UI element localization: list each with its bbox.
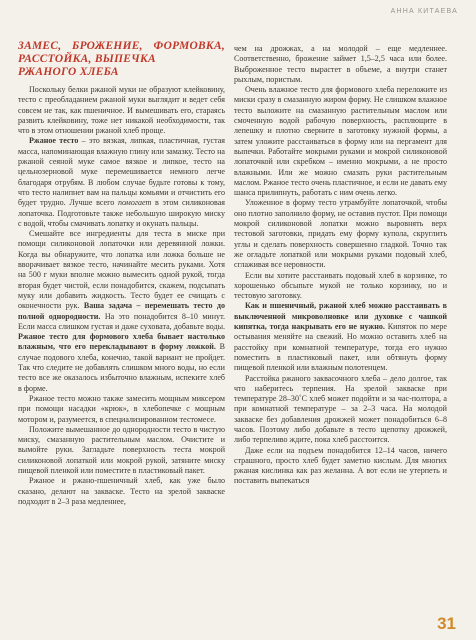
- paragraph-text: Смешайте все ингредиенты для теста в миске при помощи силиконовой лопаточки или деревянной ложки. Когда вы обнаружите, что лопатка или ложка больше не вворачивает вязкое тесто, начинайте месить руками. Хотя на 500 г муки вполне можно вымесить одной рукой, тогда вторая будет чистой, если понадобится, скажем, подсыпать муку или добавить жидкость. Тесто будет ее счищать с оконечности рук.: [18, 229, 225, 311]
- paragraph: Если вы хотите расстаивать подовый хлеб в корзинке, то хорошенько обсыпьте мукой не только корзинку, но и тестовую заготовку.: [234, 270, 447, 301]
- bold-text: Как и пшеничный, ржаной хлеб можно расстаивать в выключенной микроволновке или духовке с чашкой кипятка, тогда накрывать его не нужно.: [234, 301, 447, 332]
- italic-text: помогает: [117, 198, 152, 208]
- bold-text: Ржаное тесто для формового хлеба бывает настолько влажным, что его перекладывают в форму ложкой.: [18, 332, 225, 352]
- paragraph: Расстойка ржаного заквасочного хлеба – дело долгое, так что наберитесь терпения. На зрелой закваске при температуре 28–30˚С хлеб может подойти и за час-полтора, а при комнатной температуре – за 2–3 часа. На молодой закваске без добавления дрожжей может понадобиться 6–8 часов. Поэтому либо добавьте в тесто щепотку дрожжей, либо терпеливо ждите, пока хлеб расстоится.: [234, 373, 447, 445]
- paragraph-text: На это понадобится 8–10 минут. Если масса слишком густая и даже суховата, добавьте воды.: [18, 311, 225, 331]
- paragraph: [234, 301, 447, 373]
- section-title-upper: ЗАМЕС, БРОЖЕНИЕ, ФОРМОВКА, РАССТОЙКА, ВЫПЕЧКА: [18, 40, 225, 65]
- section-title: [18, 40, 225, 79]
- left-column: [18, 40, 225, 507]
- page-number: 31: [437, 614, 456, 633]
- paragraph-text: – это вязкая, липкая, пластичная, густая масса, напоминающая влажную глину или замазку. Тесто на ржаной сеяной муке самое вязкое и липкое, тесто на цельнозерновой муке перемешивается немного легче благодаря отрубям. В любом случае будьте готовы к тому, что тесто налипнет вам на пальцы комьями и отчистить его будет трудно. Лучше всего: [18, 136, 225, 208]
- section-title-lower: РЖАНОГО ХЛЕБА: [18, 66, 119, 78]
- right-column: [234, 44, 447, 487]
- paragraph: Ржаное и ржано-пшеничный хлеб, как уже было сказано, делают на закваске. Тесто на зрелой закваске подходит в 2–3 раза медленнее,: [18, 476, 225, 506]
- paragraph: [18, 136, 225, 229]
- paragraph-text: Кипяток по мере остывания меняйте на свежий. Но можно оставить хлеб на расстойку при комнатной температуре, тогда его нужно поместить в пластиковый пакет, или обтянуть форму пищевой пленкой или влажным полотенцем.: [234, 322, 447, 373]
- paragraph: Поскольку белки ржаной муки не образуют клейковину, тесто с преобладанием ржаной муки выглядит и ведет себя совсем не так, как пшеничное. И вымешивать его, стараясь развить клейковину, тоже нет никакой необходимости, так что в этом отношении ржаной хлеб проще.: [18, 85, 225, 136]
- paragraph: Положите вымешанное до однородности тесто в чистую миску, смазанную растительным маслом. Очистите и вымойте руки. Загладьте поверхность теста мокрой силиконовой лопаткой или мокрой рукой, затяните миску пищевой пленкой или поместите в пластиковый пакет.: [18, 424, 225, 475]
- bold-text: Ваша задача – перемешать тесто до полной однородности.: [18, 301, 225, 321]
- running-head: АННА КИТАЕВА: [390, 8, 458, 15]
- paragraph: Ржаное тесто можно также замесить мощным миксером при помощи насадки «крюк», в хлебопечке с мощным мотором и, разумеется, в специализированном тестомесе.: [18, 393, 225, 424]
- paragraph: Уложенное в форму тесто утрамбуйте лопаточкой, чтобы оно плотно заполнило форму, не оставив пустот. При помощи мокрой силиконовой лопатки можно выровнять верх тестовой заготовки, придать ему форму купола, скруглить углы и сделать поверхность совершенно гладкой. Точно так же огладьте лопаткой или мокрыми руками подовый хлеб, сглаживая все неровности.: [234, 198, 447, 270]
- paragraph-text: в этом силиконовая лопаточка. Подготовьте также небольшую широкую миску с водой, чтобы смачивать лопатку и окунать пальцы.: [18, 198, 225, 228]
- paragraph: [18, 229, 225, 394]
- paragraph-text: В случае подового хлеба, конечно, такой вариант не пройдет. Так что следите не добавлять слишком много воды, но если тесто все же оказалось избыточно влажным, испеките хлеб в форме.: [18, 342, 225, 393]
- paragraph: Даже если на подъем понадобится 12–14 часов, ничего страшного, просто хлеб будет заметно кислым. Для многих ржаная кислинка как раз желанна. А вот если не утерпеть и поставить выпекаться: [234, 445, 447, 486]
- paragraph: чем на дрожжах, а на молодой – еще медленнее. Соответственно, брожение займет 1,5–2,5 часа или более. Выброженное тесто вырастет в объеме, а внутри станет рыхлым, пористым.: [234, 44, 447, 84]
- bold-term: Ржаное тесто: [29, 136, 79, 146]
- paragraph: Очень влажное тесто для формового хлеба переложите из миски сразу в смазанную жиром форму. Не слишком влажное тесто выложите на смазанную растительным маслом или смоченную водой рабочую поверхность, расплющите в лепешку и плотно сверните в заготовку нужной формы, а затем уложите расстаиваться в форму или на пергамент для выпечки. Работайте мокрыми руками и мокрой силиконовой лопаточкой или скребком – именно мокрыми, а не просто влажными. Или же можно смазать руки растительным маслом. Ржаное тесто очень пластичное, и если не давать ему шанса прилипнуть, работать с ним очень легко.: [234, 85, 447, 198]
